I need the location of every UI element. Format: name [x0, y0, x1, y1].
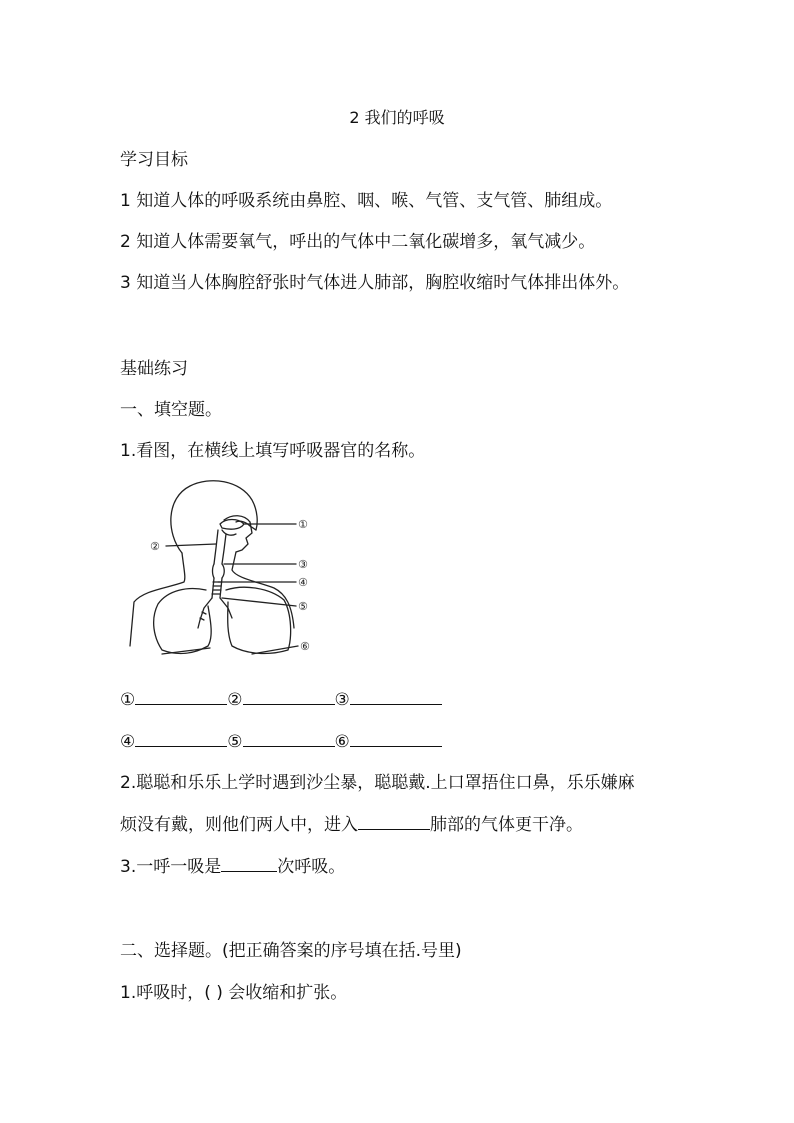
blank-label-5: ⑤ [227, 732, 243, 752]
blank-row-2 [120, 730, 442, 754]
question-2-suffix: 肺部的气体更干净。 [430, 815, 583, 835]
blank-label-3: ③ [334, 690, 350, 710]
answer-blank-1[interactable] [135, 688, 227, 705]
objective-item-3: 3 知道当人体胸腔舒张时气体进人肺部，胸腔收缩时气体排出体外。 [120, 273, 630, 293]
question-3-blank[interactable] [221, 855, 277, 872]
choice-question-1: 1.呼吸时，( ) 会收缩和扩张。 [120, 983, 348, 1003]
question-3-suffix: 次呼吸。 [277, 857, 346, 877]
figure-label-6: ⑥ [300, 640, 310, 653]
answer-blank-6[interactable] [350, 730, 442, 747]
objectives-heading: 学习目标 [120, 150, 188, 170]
question-2-blank[interactable] [358, 813, 430, 830]
blank-label-6: ⑥ [334, 732, 350, 752]
question-2-prefix: 烦没有戴，则他们两人中，进入 [120, 815, 358, 835]
section1-heading: 一、填空题。 [120, 400, 222, 420]
figure-label-2: ② [150, 540, 160, 553]
question-3-prefix: 3.一呼一吸是 [120, 857, 222, 877]
question-3 [120, 855, 345, 878]
figure-label-1: ① [298, 518, 308, 531]
figure-label-3: ③ [298, 558, 308, 571]
blank-label-2: ② [227, 690, 243, 710]
question-2-line-2 [120, 813, 583, 836]
blank-label-1: ① [120, 690, 136, 710]
blank-row-1 [120, 688, 442, 712]
answer-blank-3[interactable] [350, 688, 442, 705]
objective-item-1: 1 知道人体的呼吸系统由鼻腔、咽、喉、气管、支气管、肺组成。 [120, 191, 613, 211]
section2-heading: 二、选择题。(把正确答案的序号填在括.号里) [120, 941, 462, 961]
question-1-text: 1.看图，在横线上填写呼吸器官的名称。 [120, 441, 426, 461]
respiratory-system-diagram [128, 478, 328, 668]
practice-heading: 基础练习 [120, 359, 188, 379]
answer-blank-2[interactable] [243, 688, 335, 705]
page-title: 2 我们的呼吸 [349, 108, 445, 127]
objective-item-2: 2 知道人体需要氧气，呼出的气体中二氧化碳增多，氧气减少。 [120, 232, 596, 252]
question-2-line-1: 2.聪聪和乐乐上学时遇到沙尘暴，聪聪戴.上口罩捂住口鼻，乐乐嫌麻 [120, 773, 635, 793]
figure-label-5: ⑤ [298, 600, 308, 613]
answer-blank-4[interactable] [135, 730, 227, 747]
blank-label-4: ④ [120, 732, 136, 752]
answer-blank-5[interactable] [243, 730, 335, 747]
figure-label-4: ④ [298, 576, 308, 589]
